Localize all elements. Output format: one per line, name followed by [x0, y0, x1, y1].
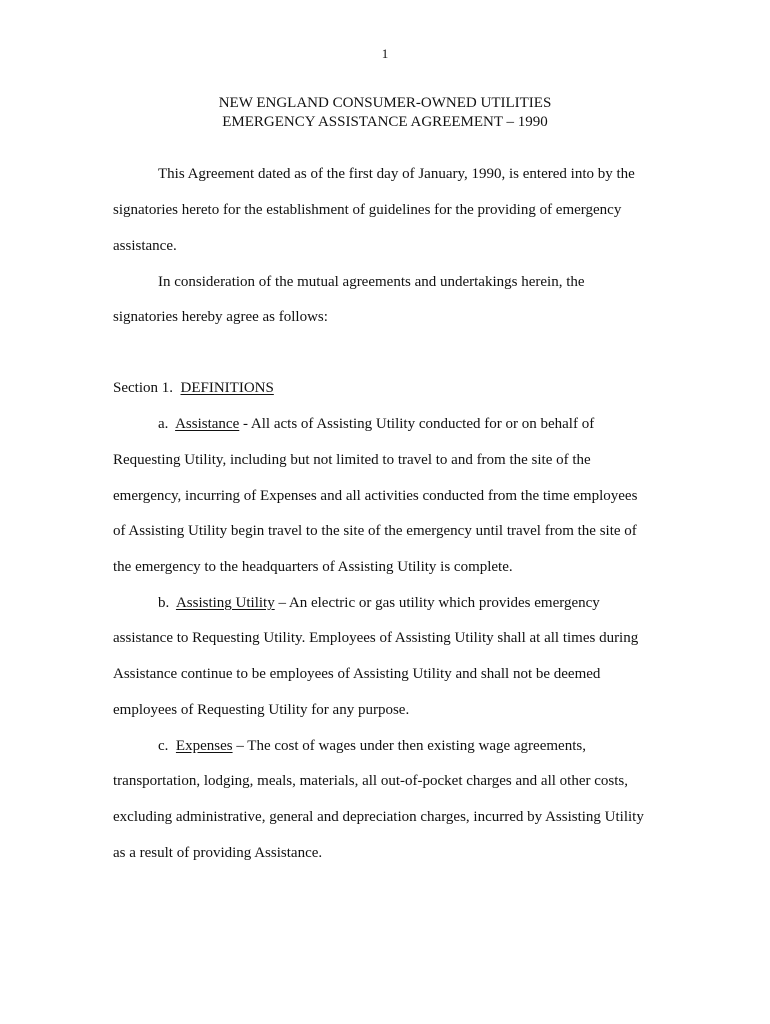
definition-b-first-line [158, 595, 600, 612]
definition-b-line: assistance to Requesting Utility. Employees of Assisting Utility shall at all times during [113, 630, 639, 646]
definition-a-first-line [158, 416, 594, 433]
definition-c-term: Expenses [175, 738, 233, 754]
title-line-2: EMERGENCY ASSISTANCE AGREEMENT – 1990 [222, 114, 548, 130]
definition-b-text: – An electric or gas utility which provides emergency [274, 595, 600, 611]
definition-a-line: of Assisting Utility begin travel to the site of the emergency until travel from the site of [113, 523, 637, 539]
definition-a-term: Assistance [175, 416, 240, 432]
definition-b-line: Assistance continue to be employees of Assisting Utility and shall not be deemed [113, 666, 601, 682]
section-1-heading [113, 380, 274, 397]
definition-a-line: Requesting Utility, including but not limited to travel to and from the site of the [113, 452, 591, 468]
page-number: 1 [381, 46, 389, 61]
definition-a-marker: a. [158, 416, 176, 432]
definition-c-first-line [158, 738, 586, 755]
title-line-1: NEW ENGLAND CONSUMER-OWNED UTILITIES [218, 95, 552, 111]
intro-paragraph-1-line: signatories hereto for the establishment of guidelines for the providing of emergency [113, 202, 622, 218]
definition-a-line: the emergency to the headquarters of Assisting Utility is complete. [113, 559, 513, 575]
definition-a-text: - All acts of Assisting Utility conducted for or on behalf of [239, 416, 595, 432]
definition-b-line: employees of Requesting Utility for any purpose. [113, 702, 410, 718]
definition-c-line: transportation, lodging, meals, materials, all out-of-pocket charges and all other costs, [113, 773, 628, 789]
section-1-prefix: Section 1. [113, 380, 181, 396]
intro-paragraph-1-line: This Agreement dated as of the first day of January, 1990, is entered into by the [158, 166, 635, 182]
intro-paragraph-2-line: signatories hereby agree as follows: [113, 309, 328, 325]
section-1-title: DEFINITIONS [180, 380, 274, 396]
definition-c-line: as a result of providing Assistance. [113, 845, 323, 861]
definition-c-text: – The cost of wages under then existing wage agreements, [232, 738, 586, 754]
definition-c-line: excluding administrative, general and depreciation charges, incurred by Assisting Utility [113, 809, 644, 825]
definition-b-term: Assisting Utility [175, 595, 275, 611]
intro-paragraph-1-line: assistance. [113, 238, 177, 254]
document-title [0, 94, 770, 132]
definition-c-marker: c. [158, 738, 176, 754]
definition-a-line: emergency, incurring of Expenses and all activities conducted from the time employees [113, 488, 638, 504]
definition-b-marker: b. [158, 595, 176, 611]
intro-paragraph-2-line: In consideration of the mutual agreements and undertakings herein, the [158, 274, 585, 290]
